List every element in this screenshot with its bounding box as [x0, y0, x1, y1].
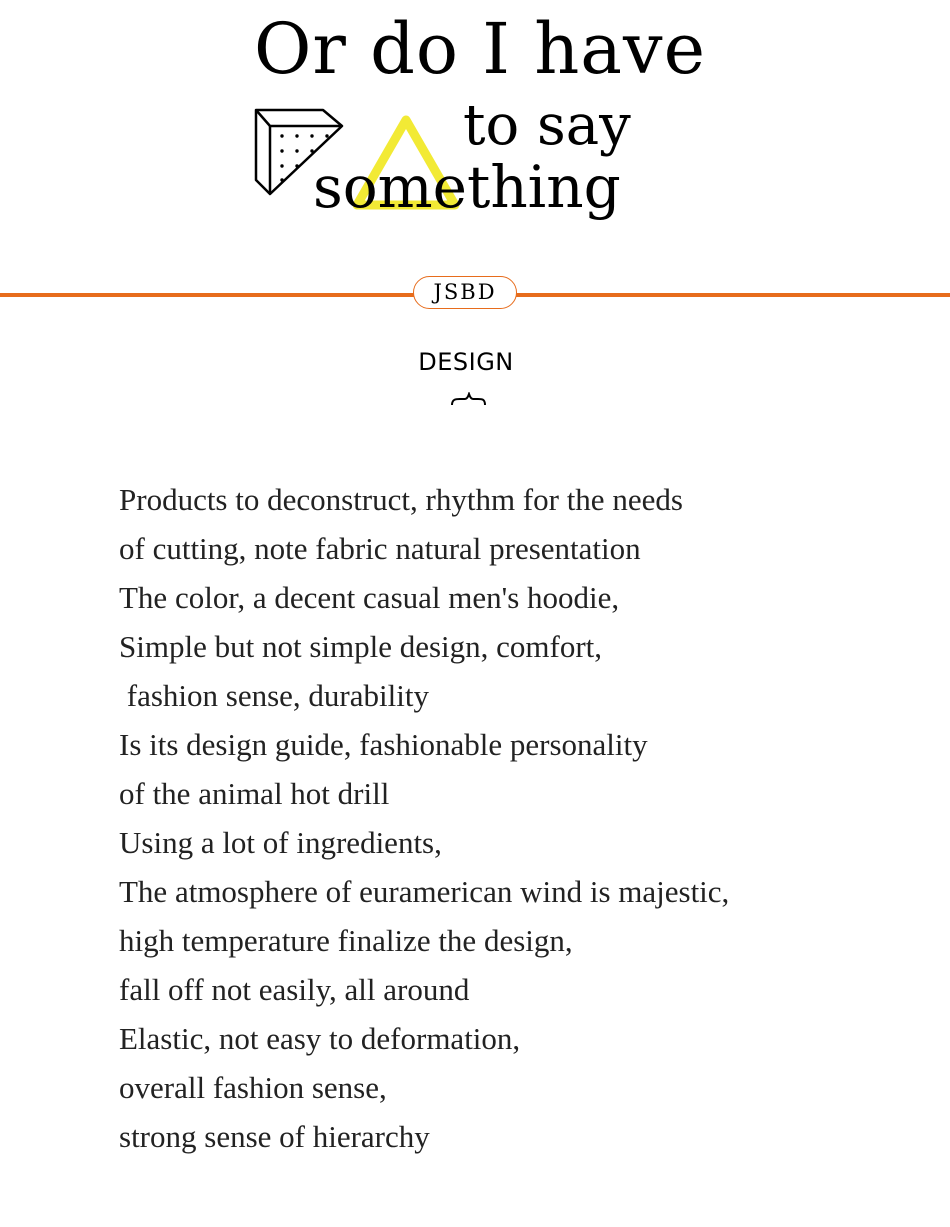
hero-heading-line2: to say: [463, 93, 631, 158]
description-line: Is its design guide, fashionable personality: [119, 727, 648, 762]
hero-graphic: [0, 0, 950, 250]
description-line: high temperature finalize the design,: [119, 923, 573, 958]
description-line: The color, a decent casual men's hoodie,: [119, 580, 620, 615]
section-title: DESIGN: [418, 348, 514, 376]
description-line: overall fashion sense,: [119, 1070, 387, 1105]
description-text: [119, 475, 899, 1161]
description-line: strong sense of hierarchy: [119, 1119, 430, 1154]
description-line: Simple but not simple design, comfort,: [119, 629, 603, 664]
description-line: Elastic, not easy to deformation,: [119, 1021, 521, 1056]
description-line: The atmosphere of euramerican wind is majestic,: [119, 874, 730, 909]
description-line: of cutting, note fabric natural presentation: [119, 531, 641, 566]
hero-heading-line1: Or do I have: [254, 8, 706, 90]
brand-badge: JSBD: [413, 276, 517, 309]
description-line: fashion sense, durability: [119, 678, 429, 713]
description-line: fall off not easily, all around: [119, 972, 470, 1007]
hero-heading-line3: something: [313, 153, 621, 221]
description-line: Using a lot of ingredients,: [119, 825, 442, 860]
curly-bracket-icon: [450, 392, 488, 408]
description-line: of the animal hot drill: [119, 776, 390, 811]
description-line: Products to deconstruct, rhythm for the needs: [119, 482, 683, 517]
